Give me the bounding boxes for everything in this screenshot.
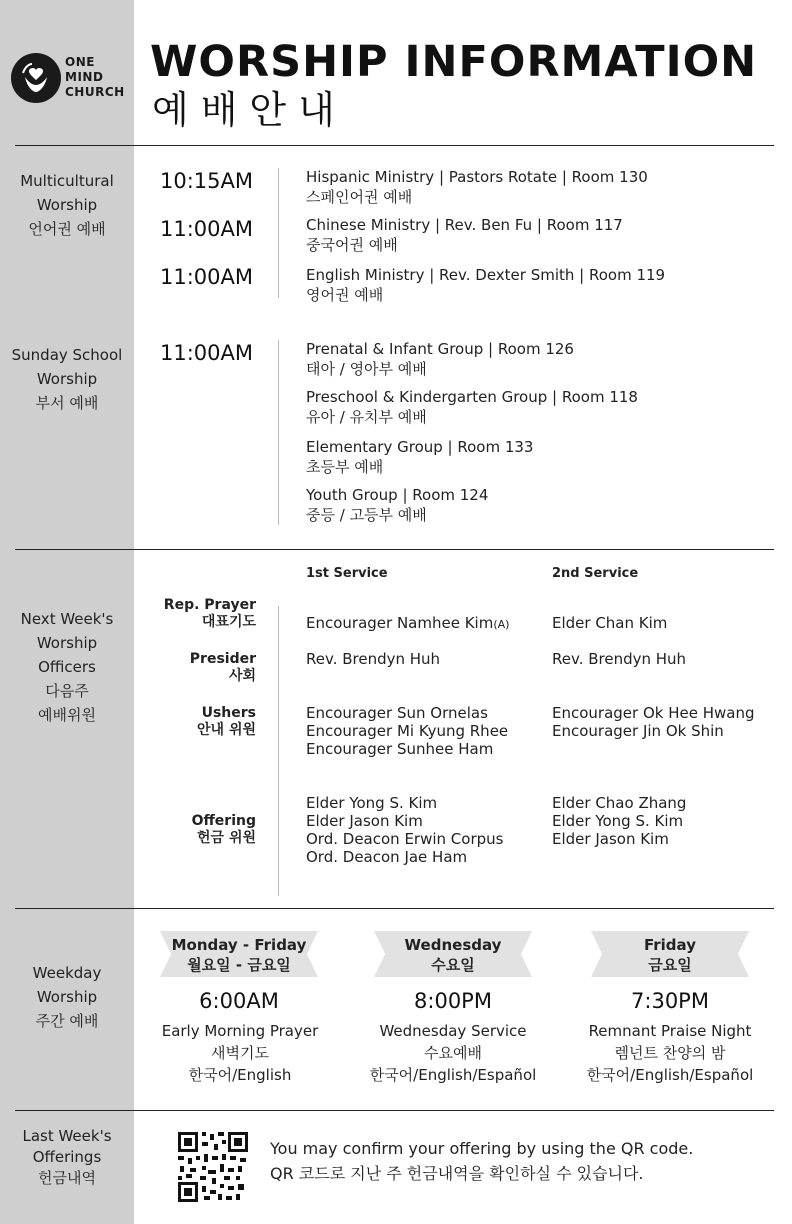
service-time: 6:00AM	[199, 989, 279, 1013]
day-label: Wednesday 수요일	[404, 936, 502, 974]
group-item: Elementary Group | Room 133 초등부 예배	[306, 438, 534, 476]
group-item: Youth Group | Room 124 중등 / 고등부 예배	[306, 486, 489, 524]
service-time: 11:00AM	[160, 217, 254, 241]
column-divider	[278, 340, 279, 525]
divider	[15, 1110, 774, 1111]
service-description: Wednesday Service 수요예배 한국어/English/Español	[369, 1022, 537, 1084]
column-header-2nd-service: 2nd Service	[552, 566, 639, 581]
column-header-1st-service: 1st Service	[306, 566, 388, 581]
role-label: Offering 헌금 위원	[191, 813, 256, 846]
section-label-offerings: Last Week's Offerings 헌금내역	[22, 1127, 112, 1187]
service-time: 7:30PM	[631, 989, 709, 1013]
section-label-weekday: Weekday Worship 주간 예배	[32, 964, 102, 1030]
column-divider	[278, 168, 279, 298]
day-label: Friday 금요일	[643, 936, 696, 974]
officer-names: Rev. Brendyn Huh	[552, 650, 687, 668]
section-label-sunday-school: Sunday School Worship 부서 예배	[11, 346, 123, 412]
page-title-korean: 예배안내	[152, 88, 347, 132]
ministry-item: English Ministry | Rev. Dexter Smith | Room 119 영어권 예배	[306, 266, 666, 304]
officer-names: Elder Yong S. Kim Elder Jason Kim Ord. Deacon Erwin Corpus Ord. Deacon Jae Ham	[306, 794, 504, 866]
day-label: Monday - Friday 월요일 - 금요일	[171, 936, 307, 974]
officer-names: Encourager Sun Ornelas Encourager Mi Kyung Rhee Encourager Sunhee Ham	[306, 704, 509, 758]
column-divider	[278, 606, 279, 896]
divider	[15, 549, 774, 550]
church-logo-icon	[11, 53, 61, 103]
section-label-multicultural: Multicultural Worship 언어권 예배	[20, 172, 114, 238]
service-description: Early Morning Prayer 새벽기도 한국어/English	[161, 1022, 319, 1084]
divider	[15, 145, 774, 146]
logo-wordmark: ONE MIND CHURCH	[65, 55, 125, 99]
service-time: 11:00AM	[160, 341, 254, 365]
officer-names: Elder Chao Zhang Elder Yong S. Kim Elder Jason Kim	[552, 794, 687, 848]
qr-code[interactable]	[178, 1132, 248, 1202]
role-label: Rep. Prayer 대표기도	[163, 597, 256, 630]
divider	[15, 908, 774, 909]
ministry-item: Chinese Ministry | Rev. Ben Fu | Room 117 중국어권 예배	[306, 216, 623, 254]
service-time: 10:15AM	[160, 169, 254, 193]
service-time: 8:00PM	[414, 989, 492, 1013]
page-title: WORSHIP INFORMATION	[150, 37, 758, 87]
officer-names: Rev. Brendyn Huh	[306, 650, 441, 668]
role-label: Ushers 안내 위원	[197, 705, 256, 738]
officer-names: Encourager Ok Hee Hwang Encourager Jin Ok Shin	[552, 704, 755, 740]
ministry-item: Hispanic Ministry | Pastors Rotate | Room 130 스페인어권 예배	[306, 168, 648, 206]
offering-instructions: You may confirm your offering by using the QR code. QR 코드로 지난 주 헌금내역을 확인하실 수 있습니다.	[270, 1139, 694, 1183]
officer-names: Elder Chan Kim	[552, 614, 668, 632]
service-time: 11:00AM	[160, 265, 254, 289]
section-label-officers: Next Week's Worship Officers 다음주 예배위원	[20, 610, 114, 724]
service-description: Remnant Praise Night 렘넌트 찬양의 밤 한국어/English/Español	[586, 1022, 754, 1084]
group-item: Prenatal & Infant Group | Room 126 태아 / 영아부 예배	[306, 340, 574, 378]
role-label: Presider 사회	[189, 651, 256, 684]
group-item: Preschool & Kindergarten Group | Room 118 유아 / 유치부 예배	[306, 388, 638, 426]
officer-names: Encourager Namhee Kim(A)	[306, 614, 510, 632]
